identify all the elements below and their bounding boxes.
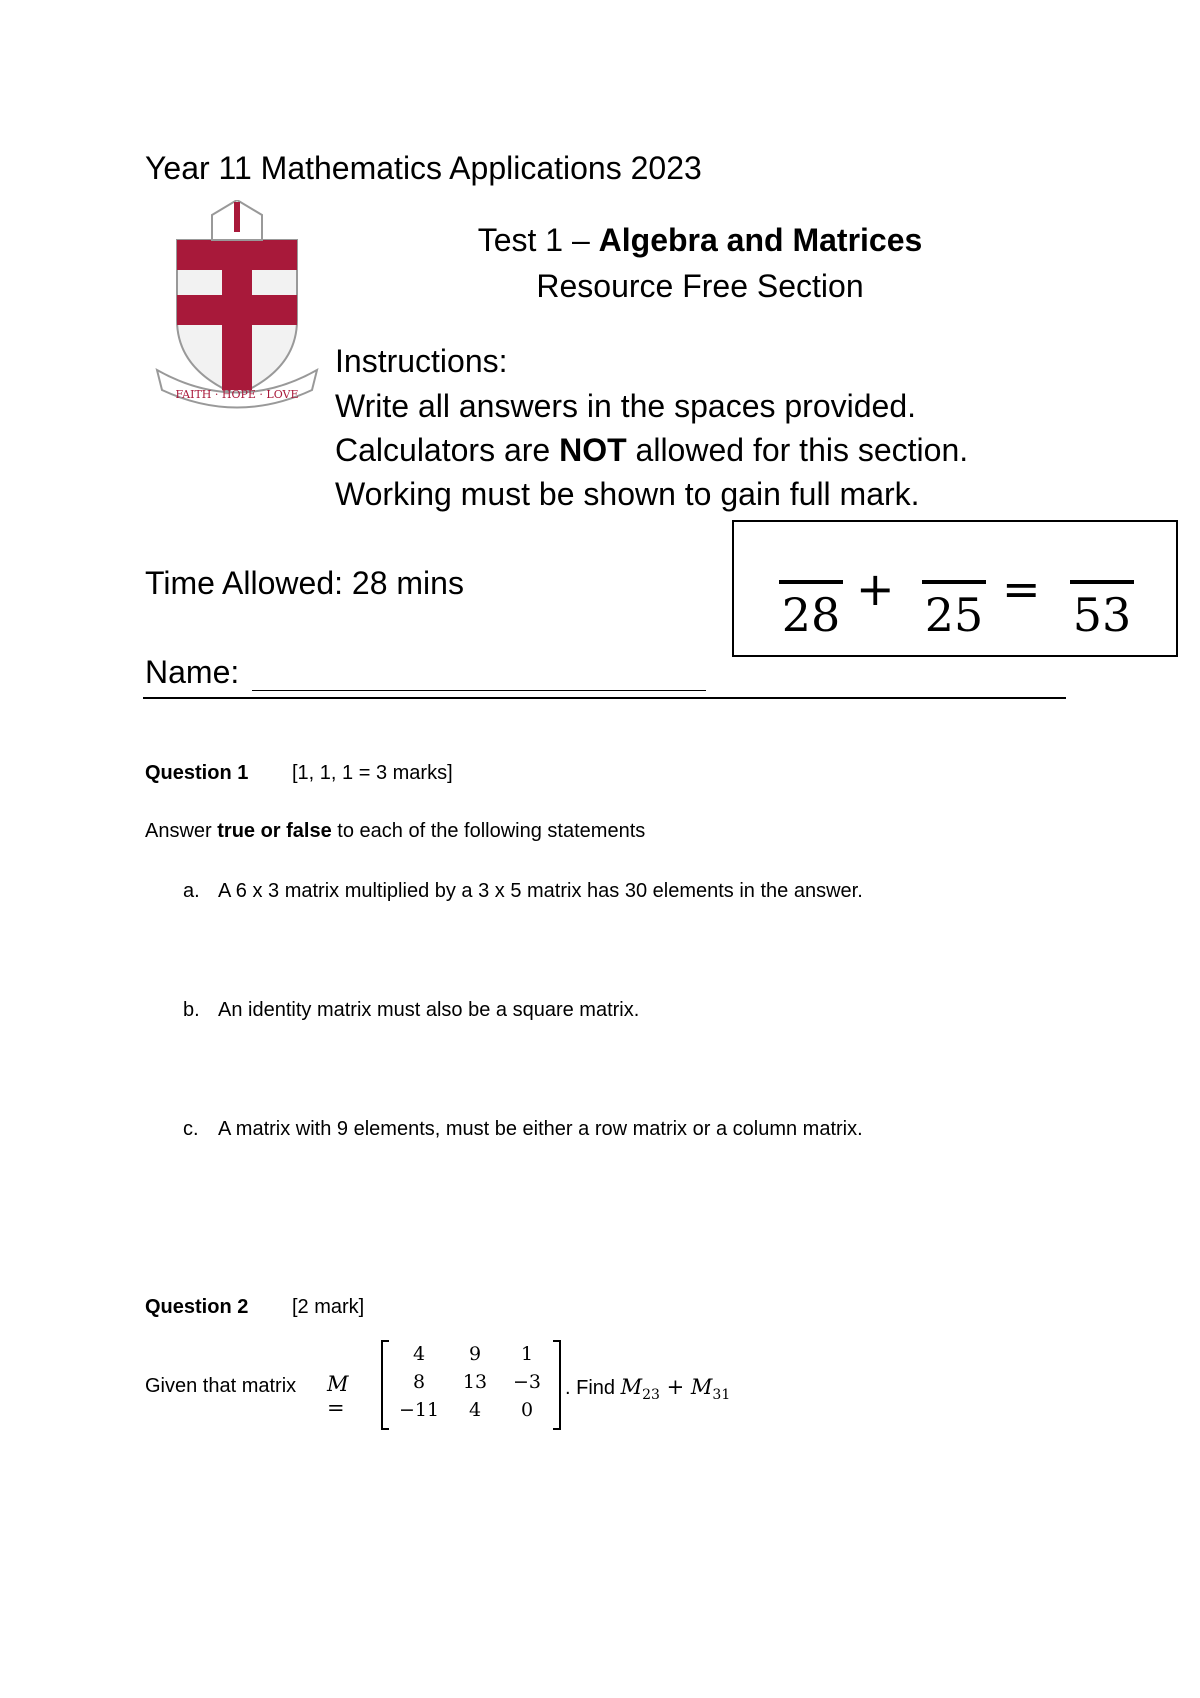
- time-allowed: Time Allowed: 28 mins: [145, 565, 464, 601]
- matrix-cell: 13: [462, 1371, 488, 1393]
- matrix-cell: 8: [412, 1371, 426, 1393]
- matrix-cell: 4: [468, 1399, 482, 1421]
- question-2-marks: [2 mark]: [292, 1296, 365, 1318]
- matrix-cell: 1: [520, 1343, 534, 1365]
- name-answer-line[interactable]: [252, 690, 706, 691]
- instruction-line-1: Write all answers in the spaces provided.: [335, 388, 917, 424]
- matrix-cell: 9: [468, 1343, 482, 1365]
- instruction-not-emphasis: NOT: [559, 432, 627, 468]
- instruction-line-3: Working must be shown to gain full mark.: [335, 476, 920, 512]
- score-fraction-total: [1070, 580, 1134, 642]
- question-1-marks: [1, 1, 1 = 3 marks]: [292, 762, 453, 784]
- question-1-item-c: [183, 1118, 863, 1141]
- question-1-item-a: [183, 880, 863, 903]
- matrix-cell: −11: [398, 1399, 440, 1421]
- item-label: b.: [183, 999, 200, 1021]
- denominator-1: 28: [781, 588, 841, 642]
- document-title: Year 11 Mathematics Applications 2023: [145, 150, 702, 186]
- find-expression: . Find $M_{23} + M_{31}$: [565, 1375, 731, 1404]
- question-1-intro: Answer true or false to each of the following statements: [145, 820, 646, 842]
- item-label: c.: [183, 1118, 199, 1140]
- score-fraction-2: [922, 580, 986, 642]
- matrix-m: [381, 1340, 561, 1432]
- matrix-cell: 4: [412, 1343, 426, 1365]
- plus-sign: +: [856, 562, 895, 616]
- item-text: An identity matrix must also be a square matrix.: [218, 999, 640, 1021]
- header-divider: [143, 697, 1066, 699]
- score-fraction-1: [779, 580, 843, 642]
- denominator-2: 25: [924, 588, 984, 642]
- right-bracket: [553, 1340, 561, 1430]
- given-text: Given that matrix: [145, 1375, 297, 1397]
- instruction-line-2-end: allowed for this section.: [626, 432, 969, 468]
- matrix-name: M =: [327, 1372, 349, 1420]
- question-1-title: Question 1: [145, 762, 249, 784]
- question-2-title: Question 2: [145, 1296, 249, 1318]
- matrix-cells: [391, 1342, 551, 1422]
- term-1: $M_{23}$: [620, 1375, 660, 1404]
- section-subtitle: Resource Free Section: [536, 268, 864, 304]
- item-text: A matrix with 9 elements, must be either a row matrix or a column matrix.: [218, 1118, 863, 1140]
- question-1-item-b: [183, 999, 639, 1022]
- test-title: [340, 222, 1060, 259]
- term-2: $M_{31}$: [690, 1375, 731, 1404]
- score-box: [732, 520, 1178, 657]
- item-label: a.: [183, 880, 200, 902]
- instructions-heading: Instructions:: [335, 343, 508, 379]
- test-topic: Algebra and Matrices: [598, 222, 923, 258]
- instruction-line-2: [335, 432, 968, 469]
- item-text: A 6 x 3 matrix multiplied by a 3 x 5 matrix has 30 elements in the answer.: [218, 880, 863, 902]
- school-crest-logo: [152, 200, 322, 420]
- denominator-total: 53: [1072, 588, 1132, 642]
- equals-sign: =: [1002, 562, 1041, 616]
- instruction-line-2-start: Calculators are: [335, 432, 560, 468]
- left-bracket: [381, 1340, 389, 1430]
- matrix-cell: −3: [512, 1371, 541, 1393]
- name-label: Name:: [145, 654, 240, 690]
- matrix-cell: 0: [520, 1399, 534, 1421]
- svg-text:FAITH · HOPE · LOVE: FAITH · HOPE · LOVE: [175, 388, 299, 401]
- test-prefix: Test 1 –: [477, 222, 599, 258]
